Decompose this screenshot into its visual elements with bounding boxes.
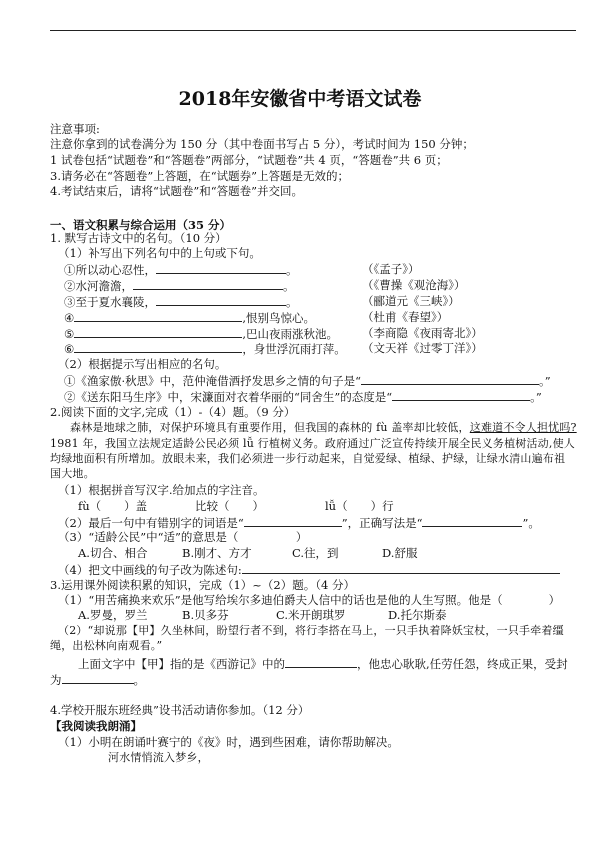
source: （郦道元《三峡》） (362, 294, 460, 308)
option: B.贝多芬 (182, 608, 229, 622)
option: A.罗曼，罗兰 (78, 608, 148, 622)
answer-blank[interactable] (361, 373, 539, 385)
pinyin-item: lǚ（ ）行 (325, 499, 394, 513)
underlined-sentence: 这难道不令人担忧吗? (469, 421, 577, 434)
sub-heading: 【我阅读我朗涌】 (50, 719, 142, 733)
answer-blank[interactable] (242, 562, 560, 574)
q2-part3: （3）“适龄公民”中“适”的意思是（ ） (58, 530, 308, 544)
question-4-stem: 4.学校开服东班经典”设书活动请你参加。（12 分） (50, 703, 310, 717)
option: C.往，到 (292, 546, 339, 560)
page-title: 2018年安徽省中考语文试卷 (178, 88, 422, 110)
answer-blank[interactable] (285, 656, 357, 668)
passage-line: 森林是地球之肺，对保护环境具有重要作用，但我国的森林的 fù 盖率却比较低，这难道不令人担忧吗? (70, 421, 577, 434)
answer-blank[interactable] (392, 389, 530, 401)
q1-item-4: ④ ,恨别鸟惊心。 (64, 311, 315, 325)
q2-part1: （1）根据拼音写汉字.给加点的字注音。 (58, 483, 265, 497)
answer-blank[interactable] (244, 515, 342, 527)
answer-blank[interactable] (74, 326, 242, 338)
poem-line: 河水情悄流入梦乡， (108, 751, 209, 764)
answer-blank[interactable] (133, 278, 283, 290)
section-heading: 一、语文积累与综合运用（35 分） (50, 218, 232, 232)
answer-blank[interactable] (62, 672, 134, 684)
question-2-stem: 2.阅读下面的文字,完成（1）-（4）题。（9 分） (50, 405, 296, 419)
q1-part1: （1）补写出下列名句中的上句或下句。 (58, 246, 261, 260)
note-line: 1 试卷包括“试题卷”和“答题卷”两部分，“试题卷”共 4 页，“答题卷”共 6 页； (50, 153, 448, 167)
pinyin-item: fù（ ）盖 (78, 499, 148, 513)
note-line: 注意你拿到的试卷满分为 150 分（其中卷面书写占 5 分），考试时间为 150 分钟； (50, 137, 474, 151)
q3-part2-quote: 绳，出松林向南观看。” (50, 639, 163, 652)
passage-line: 1981 年，我国立法规定适龄公民必须 lǚ 行植树义务。政府通过广泛宣传持续开展全民义务植树活动,使人 (50, 437, 575, 450)
note-line: 3.请务必在“答题卷”上答题，在“试题券”上答题是无效的； (50, 169, 349, 183)
q1-item-2: ②水河澹澹， 。 (64, 279, 295, 293)
note-line: 4.考试结束后，请将“试题卷”和“答题卷”并交回。 (50, 184, 303, 198)
passage-line: 国大地。 (50, 467, 95, 480)
source: （杜甫《春望》） (362, 310, 449, 324)
pinyin-item: 比较（ ） (195, 499, 264, 513)
answer-blank[interactable] (422, 515, 522, 527)
answer-blank[interactable] (74, 310, 242, 322)
option: A.切合、相合 (78, 546, 148, 560)
answer-blank[interactable] (156, 294, 286, 306)
q1-item-1: ①所以动心忍性， 。 (64, 263, 298, 277)
q1-part2: （2）根据提示写出相应的名句。 (58, 357, 227, 371)
q1-part2-item-2: ②《送东阳马生序》中，宋濂面对衣着华丽的“同舍生”的态度是“ 。” (64, 390, 542, 404)
option: D.舒服 (382, 546, 418, 560)
source: （《曹操《观沧海》） (362, 278, 466, 292)
q3-part2-question-cont: 为 。 (50, 673, 145, 687)
option: B.刚才、方才 (182, 546, 252, 560)
source: （《孟子》） (362, 262, 420, 276)
notes-heading: 注意事项: (50, 122, 100, 136)
question-1-stem: 1. 默写古诗文中的名句。（10 分） (50, 231, 227, 245)
q2-part2: （2）最后一句中有错别字的词语是“ ”，正确写法是“ ”。 (58, 516, 540, 530)
option: D.托尔斯泰 (388, 608, 447, 622)
q1-item-5: ⑤ ,巴山夜雨涨秋池。 (64, 327, 338, 341)
question-3-stem: 3.运用课外阅读积累的知识，完成（1）~（2）题。（4 分） (50, 578, 355, 592)
answer-blank[interactable] (156, 262, 286, 274)
q1-part2-item-1: ①《渔家傲·秋思》中，范仲淹借酒抒发思乡之情的句子是“ 。” (64, 374, 551, 388)
answer-blank[interactable] (74, 341, 242, 353)
q1-item-3: ③至于夏水襄陵， 。 (64, 295, 298, 309)
q2-part4: （4）把文中画线的句子改为陈述句: (58, 562, 560, 578)
q4-part1: （1）小明在朗诵叶赛宁的《夜》时，遇到些困难，请你帮助解决。 (58, 735, 399, 749)
source: （李商隐《夜雨寄北》） (362, 326, 483, 340)
q1-item-6: ⑥ ，身世浮沉雨打萍。 (64, 342, 346, 356)
option: C.米开朗琪罗 (276, 608, 346, 622)
q3-part2-question: 上面文字中【甲】指的是《西游记》中的 ，他忠心耿耿,任劳任怨，终成正果，受封 (78, 657, 568, 671)
q3-part2-quote: （2）“却说那【甲】久坐林间，盼望行者不到，将行李搭在马上，一只手执着降妖宝杖，一只手牵着缰 (58, 624, 564, 637)
passage-line: 均绿地面积有所增加。放眼未来，我们必须进一步行动起来，自觉爱绿、植绿、护绿，让绿水清山遍布祖 (50, 452, 566, 465)
source: （文天祥《过零丁洋》） (362, 341, 483, 355)
q3-part1: （1）“用苦痛换来欢乐”是他写给埃尔多迪伯爵夫人信中的话也是他的人生写照。他是（ ） (58, 593, 561, 607)
header-rule (50, 30, 576, 31)
